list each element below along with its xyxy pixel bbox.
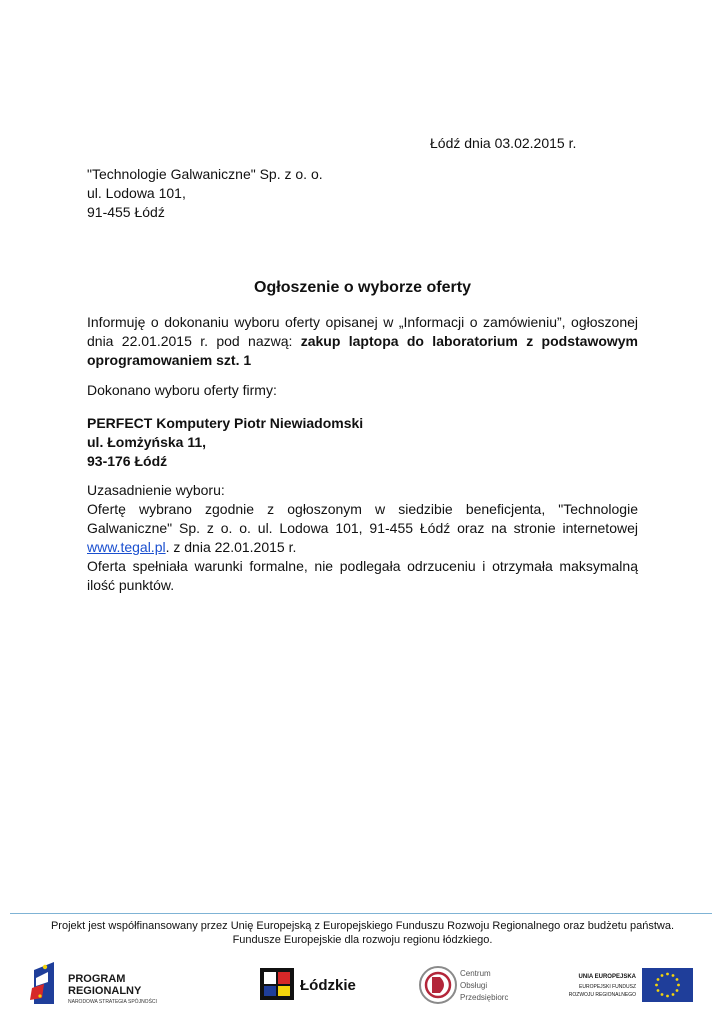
company-city: 93-176 Łódź: [87, 453, 168, 469]
eu-logo-line-1: UNIA EUROPEJSKA: [578, 974, 636, 980]
centrum-obslugi-emblem: [418, 964, 508, 1006]
program-regionalny-emblem: [30, 958, 175, 1008]
justification-section: [87, 481, 638, 595]
document-date: Łódź dnia 03.02.2015 r.: [430, 135, 577, 151]
footer-line-2: Fundusze Europejskie dla rozwoju regionu łódzkiego.: [232, 934, 493, 946]
company-street: ul. Łomżyńska 11,: [87, 434, 207, 450]
lodzkie-emblem: [258, 966, 358, 1002]
cop-logo-line-3: Przedsiębiorcy: [460, 993, 508, 1002]
eu-logo-line-2: EUROPEJSKI FUNDUSZ: [579, 984, 636, 990]
footer-divider: [10, 913, 712, 914]
address-line-street: ul. Lodowa 101,: [87, 185, 186, 201]
cop-logo-line-1: Centrum: [460, 969, 491, 978]
website-link[interactable]: www.tegal.pl: [87, 539, 166, 555]
program-logo-line-3: NARODOWA STRATEGIA SPÓJNOŚCI: [68, 999, 157, 1005]
intro-paragraph: [87, 313, 638, 370]
selection-label: Dokonano wyboru oferty firmy:: [87, 382, 277, 398]
eu-flag-emblem: [560, 966, 695, 1004]
evaluation-paragraph: Oferta spełniała warunki formalne, nie podlegała odrzuceniu i otrzymała maksymalną ilość punktów.: [87, 558, 638, 593]
document-title: Ogłoszenie o wyborze oferty: [254, 279, 471, 296]
centrum-obslugi-logo: [418, 964, 508, 1006]
program-regionalny-logo: [30, 958, 175, 1008]
justification-date: . z dnia 22.01.2015 r.: [165, 539, 297, 555]
footer-text: [0, 919, 725, 947]
recipient-address: [87, 165, 323, 222]
program-logo-line-2: REGIONALNY: [68, 985, 142, 997]
order-name: zakup laptopa do laboratorium z podstawowym oprogramowaniem szt. 1: [87, 333, 639, 368]
selected-company: [87, 414, 363, 471]
address-line-company: "Technologie Galwaniczne" Sp. z o. o.: [87, 166, 323, 182]
lodzkie-logo-text: Łódzkie: [300, 977, 356, 994]
justification-text: Ofertę wybrano zgodnie z ogłoszonym w siedzibie beneficjenta, "Technologie Galwaniczne" Sp. z o. o. ul. Lodowa 101, 91-455 Łódź oraz na stronie internetowej: [87, 501, 638, 536]
lodzkie-logo: [258, 966, 358, 1002]
intro-text: Informuję o dokonaniu wyboru oferty opisanej w „Informacji o zamówieniu”, ogłoszonej dnia 22.01.2015 r. pod nazwą:: [87, 314, 638, 349]
cop-logo-line-2: Obsługi: [460, 981, 488, 990]
address-line-city: 91-455 Łódź: [87, 204, 165, 220]
justification-paragraph: [87, 500, 638, 557]
company-name: PERFECT Komputery Piotr Niewiadomski: [87, 415, 364, 431]
program-logo-line-1: PROGRAM: [68, 973, 126, 985]
eu-logo-line-3: ROZWOJU REGIONALNEGO: [568, 992, 636, 998]
footer-line-1: Projekt jest współfinansowany przez Unię Europejską z Europejskiego Funduszu Rozwoju Regionalnego oraz budżetu państwa.: [50, 920, 675, 932]
justification-heading: Uzasadnienie wyboru:: [87, 482, 225, 498]
eu-logo: [560, 966, 695, 1004]
